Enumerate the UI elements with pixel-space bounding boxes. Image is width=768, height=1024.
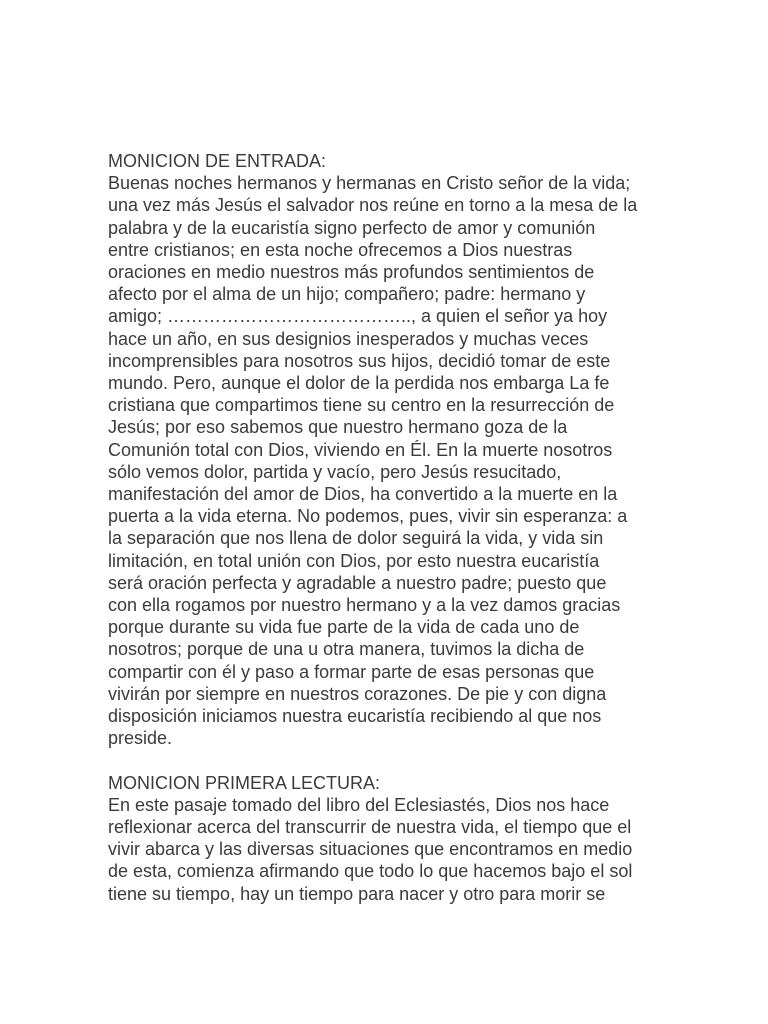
section-heading-entrada: MONICION DE ENTRADA: — [108, 151, 327, 171]
paragraph-line: Comunión total con Dios, viviendo en Él. En la muerte nosotros — [108, 439, 613, 460]
paragraph-line: disposición iniciamos nuestra eucaristía recibiendo al que nos — [108, 706, 602, 727]
paragraph-line: hace un año, en sus designios inesperados y muchas veces — [108, 328, 589, 349]
paragraph-line: porque durante su vida fue parte de la vida de cada uno de — [108, 617, 580, 638]
paragraph-line: amigo; ………………………………….., a quien el señor ya hoy — [108, 306, 608, 327]
paragraph-line: compartir con él y paso a formar parte de esas personas que — [108, 661, 595, 682]
paragraph-line: tiene su tiempo, hay un tiempo para nacer y otro para morir se — [108, 883, 606, 904]
paragraph-line: cristiana que compartimos tiene su centro en la resurrección de — [108, 395, 615, 416]
paragraph-line: vivirán por siempre en nuestros corazones. De pie y con digna — [108, 683, 607, 704]
paragraph-line: sólo vemos dolor, partida y vacío, pero Jesús resucitado, — [108, 461, 562, 482]
paragraph-line: limitación, en total unión con Dios, por esto nuestra eucaristía — [108, 550, 600, 571]
paragraph-spacer — [108, 749, 668, 771]
paragraph-line: mundo. Pero, aunque el dolor de la perdida nos embarga La fe — [108, 373, 610, 394]
paragraph-line: preside. — [108, 728, 173, 749]
paragraph-line: puerta a la vida eterna. No podemos, pues, vivir sin esperanza: a — [108, 506, 628, 527]
paragraph-line: con ella rogamos por nuestro hermano y a la vez damos gracias — [108, 595, 621, 616]
paragraph-line: la separación que nos llena de dolor seguirá la vida, y vida sin — [108, 528, 604, 549]
paragraph-line: vivir abarca y las diversas situaciones que encontramos en medio — [108, 839, 633, 860]
paragraph-line: una vez más Jesús el salvador nos reúne en torno a la mesa de la — [108, 195, 638, 216]
paragraph-line: Jesús; por eso sabemos que nuestro hermano goza de la — [108, 417, 568, 438]
paragraph-line: nosotros; porque de una u otra manera, tuvimos la dicha de — [108, 639, 585, 660]
paragraph-line: afecto por el alma de un hijo; compañero; padre: hermano y — [108, 284, 586, 305]
paragraph-line: reflexionar acerca del transcurrir de nuestra vida, el tiempo que el — [108, 817, 632, 838]
paragraph-line: incomprensibles para nosotros sus hijos, decidió tomar de este — [108, 350, 611, 371]
section-heading-primera-lectura: MONICION PRIMERA LECTURA: — [108, 772, 381, 793]
paragraph-line: manifestación del amor de Dios, ha convertido a la muerte en la — [108, 484, 618, 505]
paragraph-line: oraciones en medio nuestros más profundos sentimientos de — [108, 262, 595, 283]
document-body — [108, 150, 668, 905]
paragraph-line: En este pasaje tomado del libro del Eclesiastés, Dios nos hace — [108, 794, 610, 815]
paragraph-line: palabra y de la eucaristía signo perfecto de amor y comunión — [108, 217, 596, 238]
paragraph-line: Buenas noches hermanos y hermanas en Cristo señor de la vida; — [108, 173, 631, 194]
paragraph-line: será oración perfecta y agradable a nuestro padre; puesto que — [108, 572, 607, 593]
paragraph-line: de esta, comienza afirmando que todo lo que hacemos bajo el sol — [108, 861, 633, 882]
paragraph-line: entre cristianos; en esta noche ofrecemos a Dios nuestras — [108, 239, 573, 260]
